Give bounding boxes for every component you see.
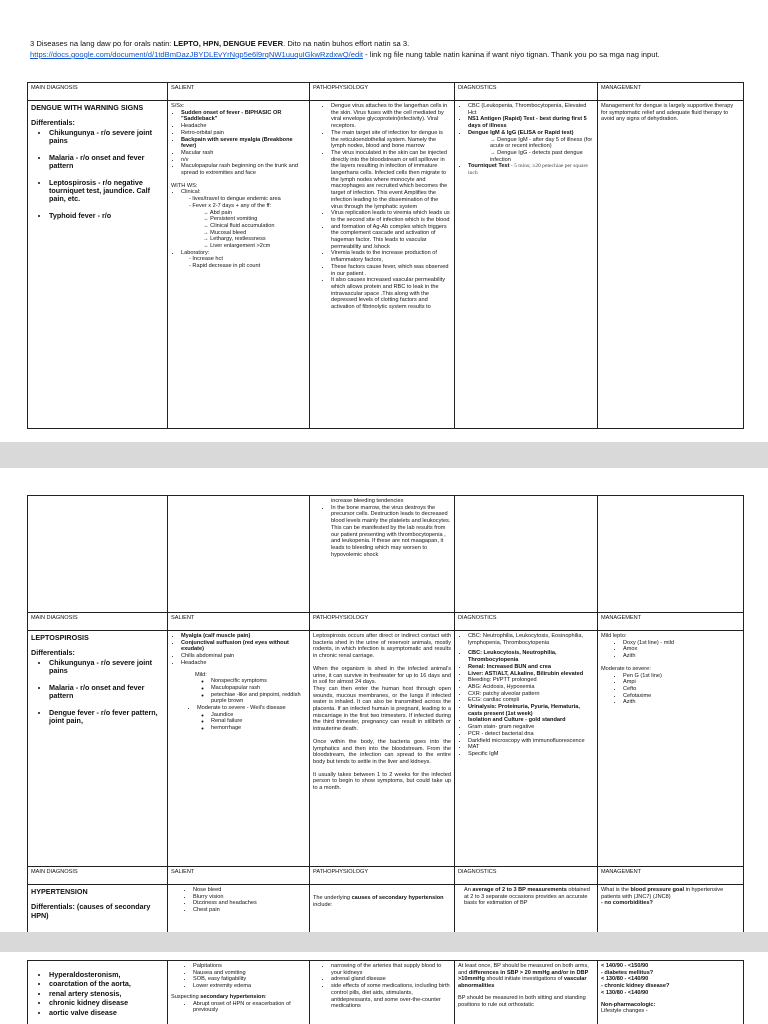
list-item: • side effects of some medications, including birth control pills, diet aids, stimulants, antidepressants, and some over-the-counter medications [331,983,451,1010]
list-item: • CBC (Leukopenia, Thrombocytopenia, Elevated Hct [468,103,594,116]
intro-line-2: - link ng file nung table natin kanina if want niyo tignan. Thank you po sa mga nag input. [363,50,660,59]
list-item: • Cefotaxime [623,693,740,700]
list-item: • Retro-orbital pain [181,130,306,137]
mild-list [171,678,306,705]
dengue-title: DENGUE WITH WARNING SIGNS [31,103,144,112]
hpn-diff-label: Differentials: (causes of secondary HPN) [31,902,151,920]
lepto-patho-para: It usually takes between 1 to 2 weeks for the infected person to begin to show symptoms, but could take up to a month. [313,771,451,792]
suspect-list [171,1001,306,1014]
list-item: • adrenal gland disease [331,976,451,983]
hpn-diag-cont-cell [455,961,598,1024]
list-item: • ABG: Acidosis, Hypoxemia [468,684,594,691]
list-item: • n/v [181,157,306,164]
lepto-management-cell [598,631,744,867]
list-item: • Hyperaldosteronism, [49,971,164,979]
list-item: • Dengue virus attaches to the langerhan cells in the skin. Virus fuses with the cell mediated by viral envelope glycoprotein(infectivity). Viral receptors. [331,103,451,130]
hpn-mgmt-question: - no comorbidities? [601,900,653,907]
list-item: • Chest pain [193,907,306,914]
lepto-diagnostics-cell [455,631,598,867]
list-item: • Headache [181,123,306,130]
lepto-patho-para: When the organism is shed in the infected animal's urine, it can survive in freshwater for up to 16 days and in soil for almost 24 days. [313,665,451,686]
dengue-symptoms [171,110,306,177]
hpn-patho-text: The underlying causes of secondary hypertension include: [313,895,444,908]
list-item: • renal artery stenosis, [49,990,164,998]
list-item: • narrowing of the arteries that supply blood to your kidneys [331,963,451,976]
hpn-diag-cont-text-2: BP should be measured in both sitting and standing positions to rule out orthostatic [458,994,586,1008]
list-item: • and formation of Ag-Ab complex which triggers the complement cascade and activation of hageman factor. This leads to vascular permeability and /shock [331,224,451,251]
list-item: ◦ Jaundice [211,712,306,719]
header-main-diagnosis: MAIN DIAGNOSIS [28,613,168,631]
list-item: • Myalgia (calf muscle pain) [181,633,306,640]
list-item: • Amox [623,646,740,653]
hpn-mgmt-text: What is the blood pressure goal in hypertensive patients with (JNC7) (JNC8) [601,887,724,900]
dengue-diagnostics-cell [455,101,598,429]
lepto-hpn-table [27,495,744,932]
google-doc-link[interactable]: https://docs.google.com/document/d/1tdBmDazJBYDLEvYrNgp5e6l9rqNW1uuquIGkwRzdxwQ/edit [30,50,364,59]
clinical-line: - Fever x 2-7 days + any of the ff: [189,202,272,209]
header-pathophysiology: PATHOPHYSIOLOGY [310,867,455,885]
list-item: • Tourniquet Test - 5 mins; ≥20 petechiae per square inch [468,163,594,176]
header-pathophysiology: PATHOPHYSIOLOGY [310,83,455,101]
list-item: • Liver: AST/ALT, ALkaline, Bilirubin elevated [468,671,594,678]
lab-line: - Rapid decrease in plt count [189,263,261,270]
igm-list [468,137,594,164]
list-item: • PCR - detect bacterial dna [468,731,594,738]
list-item: ◦ Nonspecific symptoms [211,678,306,685]
table-row-hpn-continued [28,961,744,1024]
list-item: • Conjunctival suffusion (red eyes without exudate) [181,640,306,653]
list-item: → Persistent vomiting [203,216,306,223]
list-item: • Moderate to severe - Weil's disease [197,705,306,712]
list-item: • Leptospirosis - r/o negative tourniquet test, jaundice. Calf pain, etc. [49,179,164,204]
list-item: • Cefto [623,686,740,693]
dengue-diagnosis-cell [28,101,168,429]
mild-lepto-label: Mild lepto: [601,633,627,639]
list-item: ◦ hemorrhage [211,725,306,732]
lepto-title: LEPTOSPIROSIS [31,633,89,642]
list-item: • chronic kidney disease [49,999,164,1007]
empty-cell [168,496,310,613]
list-item: • The main target site of infection for dengue is the reticuloendothelial system. Namely the lymph nodes, blood and bone marrow [331,130,451,150]
list-item: • Chikungunya - r/o severe joint pains [49,129,164,146]
dengue-management-cell [598,101,744,429]
header-salient: SALIENT [168,83,310,101]
table-header-row [28,83,744,101]
list-item: • CBC: Leukocytosis, Neutrophilia, Thrombocytopenia [468,650,594,663]
list-item: • CXR: patchy alveolar pattern [468,691,594,698]
bp-goal: < 130/80 - <140/90 [601,989,649,996]
list-item: • Bleeding: Pt/PTT prolonged [468,677,594,684]
bp-goal-question: - chronic kidney disease? [601,983,670,990]
hpn-salient-cell [168,885,310,933]
bp-goal-question: - diabetes mellitus? [601,969,654,976]
document-page-2 [0,468,768,932]
list-item: • coarctation of the aorta, [49,980,164,988]
lepto-patho-cell [310,631,455,867]
hpn-patho-cell [310,885,455,933]
severe-lepto-list [601,673,740,707]
list-item: • Gram stain- gram negative [468,724,594,731]
lepto-patho-para: Leptospirosis occurs after direct or indirect contact with bacteria shed in the urine of reservoir animals, mostly rodents, in which infection is asymptomatic and results in chronic renal carriage. [313,633,451,660]
document-page-1 [0,0,768,442]
list-item: ◦ petechiae -like and pinpoint, reddish purple brown [211,692,306,705]
dengue-salient-cell [168,101,310,429]
list-item: • It also causes increased vascular permeability which allows protein and RBC to leak in the intravascular space .This along with the depressed levels of clotting factors and activation of fibrinolytic system results to [331,277,451,311]
dengue-management-text: Management for dengue is largely supportive therapy for symptomatic relief and adequate fluid therapy to avoid any signs of dehydration. [601,103,734,123]
list-item: → Abd pain [203,210,306,217]
list-item: • Clinical: - lives/travel to dengue endemic area - Fever x 2-7 days + any of the ff: → Abd pain → Persistent vomiting → Clinical fluid accumulation → Mucosal bleed → Lethargy, restlessness → Liver enlargement >2cm [181,189,306,249]
list-item: • Specific IgM [468,751,594,758]
list-item: • Isolation and Culture - gold standard [468,717,594,724]
list-item: • Darkfield microscopy with immunofluorescence [468,738,594,745]
list-item: • Chills abdominal pain [181,653,306,660]
hpn-title: HYPERTENSION [31,887,88,896]
intro-diseases: LEPTO, HPN, DENGUE FEVER [173,39,284,48]
continued-patho-list [313,498,451,558]
list-item: → Clinical fluid accumulation [203,223,306,230]
list-item: increase bleeding tendencies [331,498,404,504]
header-main-diagnosis: MAIN DIAGNOSIS [28,83,168,101]
list-item: • Renal: Increased BUN and crea [468,664,594,671]
list-item: • Pen G (1st line) [623,673,740,680]
list-item: • Macular rash [181,150,306,157]
hpn-differentials [31,971,164,1017]
warning-signs-list [181,210,306,250]
list-item: • Dengue fever - r/o fever pattern, joint pain, [49,709,164,726]
list-item: • Urinalysis: Proteinuria, Pyuria, Hematuria, casts present (1st week) [468,704,594,717]
hpn-diagnosis-cell [28,885,168,933]
dengue-table [27,82,744,429]
list-item: • Doxy (1st line) - mild [623,640,740,647]
lepto-patho-para: Once within the body, the bacteria goes into the lymphatics and then into the bloodstream. From the bloodstream, the infection can spread to the entire body but tends to settle in the liver and kidneys. [313,738,451,765]
bp-goal: < 140/90 - <150/90 [601,963,649,969]
dengue-diff-label: Differentials: [31,118,75,127]
list-item: • Ampi [623,679,740,686]
table-header-row [28,867,744,885]
lab-line: - Increase hct [189,256,223,263]
hpn-diag-text: An average of 2 to 3 BP measurements obtained at 2 to 3 separate occasions provides an accurate basis for estimation of BP [464,887,590,907]
clinical-list [171,189,306,269]
header-management: MANAGEMENT [598,83,744,101]
list-item: ◦ Renal failure [211,718,306,725]
moderate-list [171,705,306,712]
hpn-salient-list [171,887,306,914]
list-item: • Nausea and vomiting [193,970,306,977]
header-salient: SALIENT [168,867,310,885]
list-item: • Chikungunya - r/o severe joint pains [49,659,164,676]
lepto-diag-list [458,633,594,758]
list-item: • Palpitations [193,963,306,970]
header-main-diagnosis: MAIN DIAGNOSIS [28,867,168,885]
list-item: • These factors cause fever, which was observed in our patient . [331,264,451,277]
list-item: → Mucosal bleed [203,230,306,237]
list-item: • Maculopapular rash beginning on the trunk and spread to extremities and face [181,163,306,176]
lepto-salient-list [171,633,306,667]
list-item: → Dengue IgG - detects past dengue infection [490,150,594,163]
list-item: • Viremia leads to the increase production of inflammatory factors, [331,250,451,263]
list-item: • Lower extremity edema [193,983,306,990]
list-item: • Abrupt onset of HPN or exacerbation of previously [193,1001,306,1014]
list-item: • MAT [468,744,594,751]
list-item: • NS1 Antigen (Rapid) Test - best during first 5 days of illness [468,116,594,129]
hpn-diag-cont-text: At least once, BP should be measured on both arms, and differences in SBP > 20 mmHg and/or in DBP >10mmHg should initiate investigations of vascular abnormalities [458,963,589,990]
dengue-diag-list [458,103,594,177]
dengue-patho-cell [310,101,455,429]
header-diagnostics: DIAGNOSTICS [455,867,598,885]
list-item: • aortic valve disease [49,1009,164,1017]
dengue-patho-list [313,103,451,311]
lepto-salient-cell [168,631,310,867]
list-item: • Nose bleed [193,887,306,894]
dengue-differentials [31,129,164,220]
list-item: • Laboratory: - Increase hct - Rapid decrease in plt count [181,250,306,270]
ws-label: WITH WS: [171,182,198,189]
list-item: • Typhoid fever - r/o [49,212,164,220]
bp-goal: < 130/80 - <140/90 [601,976,649,983]
list-item: • SOB, easy fatigability [193,976,306,983]
hpn-salient-cont-cell [168,961,310,1024]
list-item: • Blurry vision [193,894,306,901]
list-item: → Dengue IgM - after day 5 of illness (for acute or recent infection) [490,137,594,150]
hpn-salient-cont-list [171,963,306,990]
mild-lepto-list [601,640,740,660]
hpn-patho-cont-list [313,963,451,1010]
list-item: • Dengue IgM & IgG (ELISA or Rapid test) → Dengue IgM - after day 5 of illness (for acute or recent infection) → Dengue IgG - detects past dengue infection [468,130,594,164]
continued-patho-cell [310,496,455,613]
list-item: • Dizziness and headaches [193,900,306,907]
lifestyle-label: Lifestyle changes - [601,1008,648,1015]
header-salient: SALIENT [168,613,310,631]
empty-cell [598,496,744,613]
weils-list [171,712,306,732]
list-item: → Liver enlargement >2cm [203,243,306,250]
lepto-differentials [31,659,164,725]
clinical-line: - lives/travel to dengue endemic area [189,196,281,203]
header-diagnostics: DIAGNOSTICS [455,83,598,101]
intro-line-1-end: . Dito na natin buhos effort natin sa 3. [283,39,410,48]
sx-label: S/Sx: [171,103,185,109]
list-item: • In the bone marrow, the virus destroys the precursor cells. Destruction leads to decreased blood levels mainly the platelets and leukocytes. This can be manifested by the lab results from our patient presenting with thrombocytopenia , and leukopenia. If these are not maagapan, it leads to bleeding which may worsen to hypovolemic shock [331,505,451,559]
list-item: • Azith [623,653,740,660]
list-item: • Virus replication leads to viremia which leads us to the second site of infection which is the blood [331,210,451,223]
lepto-diff-label: Differentials: [31,648,75,657]
non-pharma-label: Non-pharmacologic: [601,1001,656,1008]
header-management: MANAGEMENT [598,613,744,631]
header-management: MANAGEMENT [598,867,744,885]
list-item: • The virus inoculated in the skin can be injected directly into the bloodstream or will spillover in the layers resulting in infection of immature langerhans cells. Infected cells then migrate to the lymph nodes where monocyte and macrophages are recruited which becomes the target of infection. This event Amplifies the infection leading to the dissemination of the virus through the lymphatic system [331,150,451,210]
header-diagnostics: DIAGNOSTICS [455,613,598,631]
empty-cell [28,496,168,613]
lepto-diagnosis-cell [28,631,168,867]
list-item: → Lethargy, restlessness [203,236,306,243]
intro-text [30,38,750,60]
table-row-dengue [28,101,744,429]
list-item: ◦ Maculopapular rash [211,685,306,692]
list-item: • Azith [623,699,740,706]
suspect-line: Suspecting secondary hypertension: [171,993,267,1000]
table-header-row [28,613,744,631]
intro-line-1: 3 Diseases na lang daw po for orals natin: [30,39,174,48]
mild-label: Mild: [195,671,207,678]
hpn-diff-cell [28,961,168,1024]
hpn-patho-cont-cell [310,961,455,1024]
hpn-management-cell [598,885,744,933]
empty-cell [455,496,598,613]
table-row-continued [28,496,744,613]
hpn-continued-table [27,960,744,1024]
table-row-lepto [28,631,744,867]
list-item: • Malaria - r/o onset and fever pattern [49,684,164,701]
header-pathophysiology: PATHOPHYSIOLOGY [310,613,455,631]
document-page-3 [0,952,768,1024]
list-item: • CBC: Neutrophilia, Leukocytosis, Eosinophilia, lymphopenia, Thrombocytopenia [468,633,594,646]
list-item: • Malaria - r/o onset and fever pattern [49,154,164,171]
list-item: • Headache [181,660,306,667]
lepto-patho-para: They can then enter the human host through open wounds, mucous membranes, or the lungs if infected water is inhaled. It can also be transmitted across the placenta. If an infected human is pregnant, leading to a miscarriage in the first two trimesters. If infected during the third trimester, pregnancy can result in stillbirth or intrauterine death. [313,685,451,733]
severe-lepto-label: Moderate to severe: [601,665,651,672]
table-row-hpn [28,885,744,933]
list-item: • Backpain with severe myalgia (Breakbone fever) [181,137,306,150]
list-item: • Sudden onset of fever - BIPHASIC OR "Saddleback" [181,110,306,123]
hpn-mgmt-cont-cell [598,961,744,1024]
list-item: • ECG: cardiac compli [468,697,594,704]
hpn-diagnostics-cell [455,885,598,933]
